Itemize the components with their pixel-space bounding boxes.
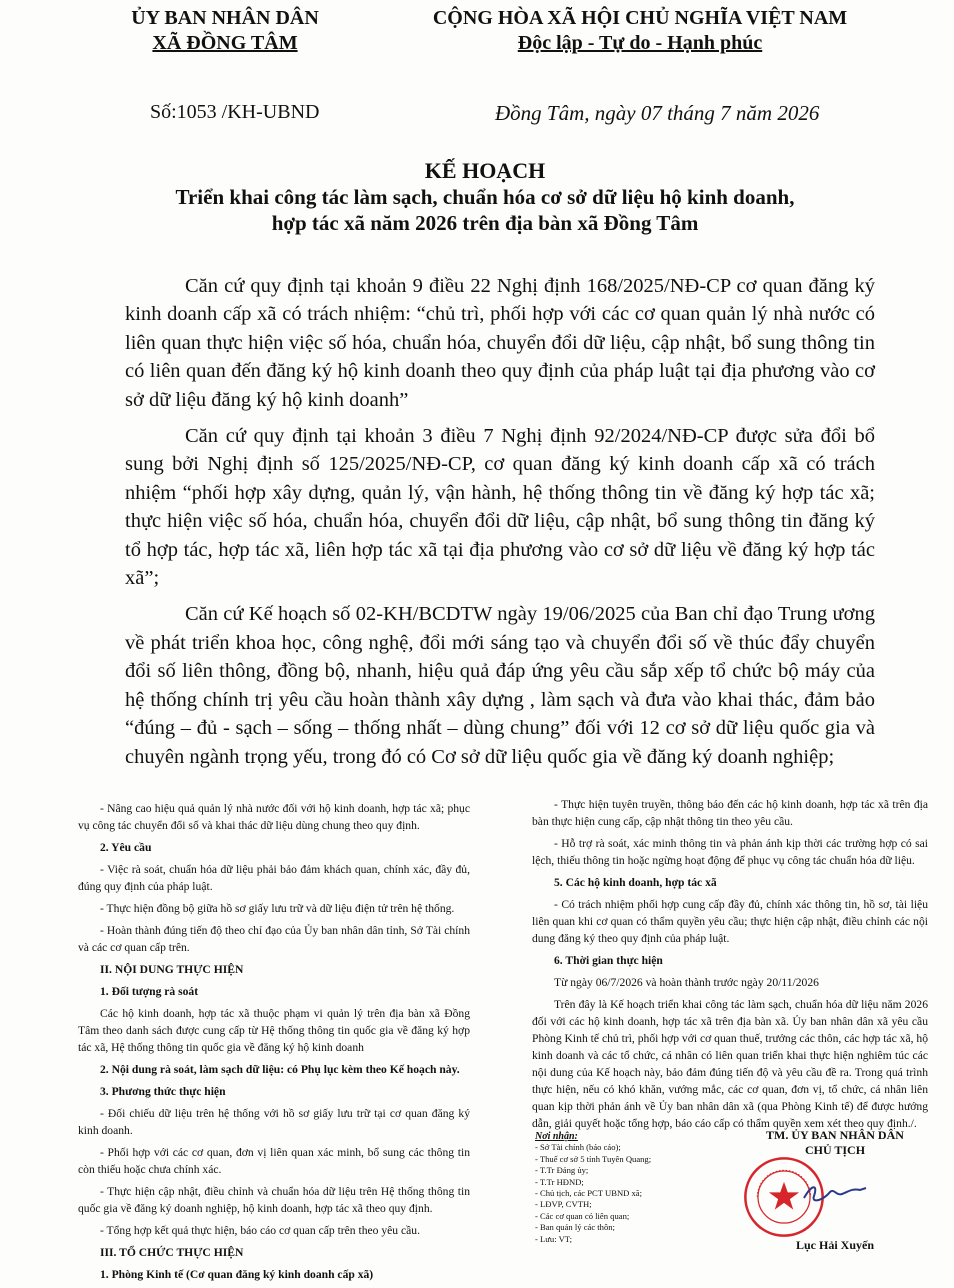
- paragraph: - Hỗ trợ rà soát, xác minh thông tin và phản ánh kịp thời các trường hợp có sai lệch, thiếu thông tin hoặc ngừng hoạt động để phục vụ công tác chuẩn hóa dữ liệu.: [532, 837, 928, 867]
- issuing-authority: [110, 6, 340, 56]
- signature-line2: CHỦ TỊCH: [804, 1143, 866, 1157]
- national-motto: [405, 6, 875, 56]
- paragraph: - Có trách nhiệm phối hợp cung cấp đầy đủ, chính xác thông tin, hồ sơ, tài liệu liên quan khi cơ quan có thẩm quyền yêu cầu; thực hiện cập nhật, điều chỉnh các nội dung đăng ký theo quy định của pháp luật.: [532, 898, 928, 945]
- recipient-item: - T.Tr Đảng ủy;: [535, 1165, 589, 1176]
- paragraph: - Thực hiện tuyên truyền, thông báo đến các hộ kinh doanh, hợp tác xã trên địa bàn thực hiện cung cấp, cập nhật thông tin theo yêu cầu.: [532, 798, 928, 828]
- title-main: KẾ HOẠCH: [424, 158, 546, 183]
- section-heading: II. NỘI DUNG THỰC HIỆN: [100, 963, 244, 976]
- recipient-item: - LĐVP, CVTH;: [535, 1199, 592, 1210]
- nation-line2: Độc lập - Tự do - Hạnh phúc: [517, 32, 763, 54]
- signature-line1: TM. ỦY BAN NHÂN DÂN: [766, 1128, 904, 1142]
- nation-line1: CỘNG HÒA XÃ HỘI CHỦ NGHĨA VIỆT NAM: [432, 7, 848, 29]
- paragraph: - Thực hiện cập nhật, điều chỉnh và chuẩn hóa dữ liệu trên Hệ thống thông tin quốc gia về đăng ký doanh nghiệp, hộ kinh doanh, hợp tác xã theo quy định.: [78, 1185, 470, 1215]
- title-line2: hợp tác xã năm 2026 trên địa bàn xã Đồng Tâm: [271, 211, 699, 235]
- recipient-item: - T.Tr HĐND;: [535, 1176, 584, 1187]
- preamble-paragraph: Căn cứ quy định tại khoản 3 điều 7 Nghị định 92/2024/NĐ-CP được sửa đổi bổ sung bởi Nghị định số 125/2025/NĐ-CP, cơ quan đăng ký kinh doanh cấp xã có trách nhiệm “phối hợp xây dựng, quản lý, vận hành, hệ thống thông tin về đăng ký hợp tác xã; thực hiện việc số hóa, chuẩn hóa, chuyển đổi dữ liệu, cập nhật, bổ sung thông tin đăng ký tổ hợp tác, hợp tác xã, liên hợp tác xã tại địa phương vào cơ sở dữ liệu về đăng ký hợp tác xã”;: [125, 425, 875, 590]
- paragraph: - Tổng hợp kết quả thực hiện, báo cáo cơ quan cấp trên theo yêu cầu.: [100, 1224, 420, 1237]
- section-heading: 1. Phòng Kinh tế (Cơ quan đăng ký kinh doanh cấp xã): [100, 1268, 374, 1281]
- preamble: [125, 272, 875, 779]
- section-heading: 1. Đối tượng rà soát: [100, 985, 199, 998]
- section-heading: 6. Thời gian thực hiện: [554, 954, 663, 967]
- section-heading: 5. Các hộ kinh doanh, hợp tác xã: [554, 876, 717, 889]
- right-column: [532, 796, 928, 1137]
- paragraph: Các hộ kinh doanh, hợp tác xã thuộc phạm vi quản lý trên địa bàn xã Đồng Tâm theo danh sách được cung cấp từ Hệ thống thông tin quốc gia về đăng ký hợp tác xã, Hệ thống thông tin quốc gia về đăng ký hộ kinh doanh: [78, 1007, 470, 1054]
- org-line1: ỦY BAN NHÂN DÂN: [131, 7, 319, 29]
- recipient-item: - Lưu: VT;: [535, 1233, 572, 1244]
- paragraph: 2. Nội dung rà soát, làm sạch dữ liệu: có Phụ lục kèm theo Kế hoạch này.: [100, 1063, 460, 1076]
- recipients-list: [535, 1131, 735, 1245]
- section-heading: 2. Yêu cầu: [100, 841, 152, 854]
- paragraph: Trên đây là Kế hoạch triển khai công tác làm sạch, chuẩn hóa dữ liệu năm 2026 đối với các hộ kinh doanh, hợp tác xã trên địa bàn xã. Ủy ban nhân dân xã yêu cầu Phòng Kinh tế chủ trì, phối hợp với cơ quan thuế, trưởng các thôn, các hợp tác xã, hộ kinh doanh và các tổ chức, cá nhân có liên quan triển khai thực hiện nghiêm túc các nội dung của Kế hoạch này, bảo đảm đúng tiến độ và yêu cầu đề ra. Trong quá trình thực hiện, nếu có khó khăn, vướng mắc, các cơ quan, đơn vị, tổ chức, cá nhân liên quan kịp thời phản ánh về Ủy ban nhân dân xã (qua Phòng Kinh tế) để được hướng dẫn, giải quyết hoặc tổng hợp, báo cáo cấp có thẩm quyền xem xét theo quy định./.: [532, 998, 928, 1130]
- paragraph: Từ ngày 06/7/2026 và hoàn thành trước ngày 20/11/2026: [554, 976, 819, 989]
- paragraph: - Thực hiện đồng bộ giữa hồ sơ giấy lưu trữ và dữ liệu điện tử trên hệ thống.: [100, 902, 455, 915]
- section-heading: III. TỔ CHỨC THỰC HIỆN: [100, 1246, 244, 1259]
- paragraph: - Nâng cao hiệu quả quản lý nhà nước đối với hộ kinh doanh, hợp tác xã; phục vụ công tác chuyển đổi số và khai thác dữ liệu dùng chung theo quy định.: [78, 802, 470, 832]
- left-column: [78, 800, 470, 1288]
- recipient-item: - Ban quản lý các thôn;: [535, 1222, 615, 1233]
- signer-name: Lục Hải Xuyến: [795, 1238, 874, 1252]
- doc-date: Đồng Tâm, ngày 07 tháng 7 năm 2026: [495, 101, 820, 125]
- title-line1: Triển khai công tác làm sạch, chuẩn hóa cơ sở dữ liệu hộ kinh doanh,: [175, 185, 795, 209]
- paragraph: - Phối hợp với các cơ quan, đơn vị liên quan xác minh, bổ sung các thông tin còn thiếu hoặc chưa chính xác.: [78, 1146, 470, 1176]
- org-line2: XÃ ĐỒNG TÂM: [152, 32, 298, 54]
- paragraph: - Việc rà soát, chuẩn hóa dữ liệu phải bảo đảm khách quan, chính xác, đầy đủ, đúng quy định của pháp luật.: [78, 863, 470, 893]
- paragraph: - Hoàn thành đúng tiến độ theo chỉ đạo của Ủy ban nhân dân tỉnh, Sở Tài chính và các cơ quan cấp trên.: [78, 924, 470, 954]
- preamble-paragraph: Căn cứ quy định tại khoản 9 điều 22 Nghị định 168/2025/NĐ-CP cơ quan đăng ký kinh doanh cấp xã có trách nhiệm: “chủ trì, phối hợp với các cơ quan quản lý nhà nước có liên quan thực hiện việc số hóa, chuẩn hóa, chuyển đổi dữ liệu, cập nhật, bổ sung thông tin có liên quan đến đăng ký hộ kinh doanh theo quy định của pháp luật tại địa phương vào cơ sở dữ liệu đăng ký hộ kinh doanh”: [125, 275, 875, 411]
- doc-title: [90, 158, 880, 236]
- recipient-item: - Chủ tịch, các PCT UBND xã;: [535, 1188, 643, 1199]
- section-heading: 3. Phương thức thực hiện: [100, 1085, 226, 1098]
- preamble-paragraph: Căn cứ Kế hoạch số 02-KH/BCDTW ngày 19/06/2025 của Ban chỉ đạo Trung ương về phát triển khoa học, công nghệ, đổi mới sáng tạo và chuyển đổi số về thúc đẩy chuyển đổi số liên thông, đồng bộ, nhanh, hiệu quả đáp ứng yêu cầu sắp xếp tổ chức bộ máy của hệ thống chính trị yêu cầu hoàn thành xây dựng , làm sạch và đưa vào khai thác, đảm bảo “đúng – đủ - sạch – sống – thống nhất – dùng chung” đối với 12 cơ sở dữ liệu quốc gia và chuyên ngành trọng yếu, trong đó có Cơ sở dữ liệu quốc gia về đăng ký doanh nghiệp;: [125, 603, 875, 768]
- recipient-item: - Thuế cơ sở 5 tỉnh Tuyên Quang;: [535, 1153, 652, 1164]
- paragraph: - Đối chiếu dữ liệu trên hệ thống với hồ sơ giấy lưu trữ tại cơ quan đăng ký kinh doanh.: [78, 1107, 470, 1137]
- recipient-item: - Các cơ quan có liên quan;: [535, 1210, 630, 1221]
- recipients-title: Nơi nhận:: [535, 1131, 578, 1142]
- doc-number: Số:1053 /KH-UBND: [150, 101, 320, 123]
- recipient-item: - Sở Tài chính (báo cáo);: [535, 1142, 621, 1153]
- handwritten-signature: [800, 1178, 870, 1208]
